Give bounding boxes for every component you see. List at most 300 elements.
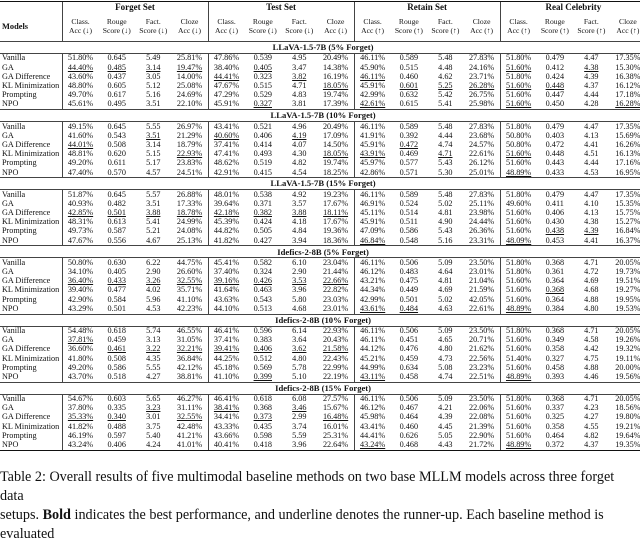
value-cell: 5.09 [438, 257, 453, 267]
value-cell: 4.39 [438, 413, 453, 422]
value-cell: 5.12 [146, 81, 161, 91]
value-cell: 51.60% [500, 413, 537, 422]
value-cell: 49.20% [62, 159, 99, 168]
value-cell: 4.48 [438, 63, 453, 72]
value-cell: 4.74 [438, 372, 453, 381]
value-cell: 50.80% [500, 141, 537, 150]
header-metric-row [0, 13, 640, 42]
value-cell: 49.15% [62, 122, 99, 132]
value-cell: 49.70% [62, 91, 99, 100]
value-cell: 26.12% [468, 158, 495, 168]
value-cell: 23.04% [322, 257, 349, 267]
metric-direction: Acc (↓) [69, 26, 92, 35]
header-group: Real Celebrity [500, 2, 640, 14]
value-cell: 18.79% [176, 140, 203, 149]
metric-name: Rouge [106, 17, 127, 27]
value-cell: 27.83% [468, 53, 495, 63]
value-cell: 0.484 [399, 304, 419, 313]
table-row [0, 63, 640, 72]
value-cell: 3.26 [146, 276, 161, 286]
value-cell: 48.09% [500, 236, 537, 246]
metric-direction: Acc (↑) [616, 26, 640, 35]
value-cell: 0.589 [399, 189, 419, 199]
value-cell: 14.50% [322, 140, 349, 149]
value-cell: 0.364 [545, 295, 565, 304]
value-cell: 43.24% [62, 441, 99, 451]
value-cell: 3.22 [146, 344, 161, 354]
model-name-cell: Vanilla [2, 394, 26, 404]
table-row [0, 441, 640, 451]
value-cell: 0.459 [107, 335, 126, 345]
value-cell: 5.16 [146, 90, 161, 100]
model-name-cell: GA [2, 199, 14, 208]
table-row [0, 54, 640, 64]
value-cell: 46.11% [354, 336, 391, 345]
metric-header [573, 13, 610, 42]
value-cell: 5.40 [146, 431, 161, 440]
value-cell: 43.66% [208, 431, 245, 440]
value-cell: 0.479 [545, 189, 565, 199]
value-cell: 24.57% [468, 140, 495, 149]
value-cell: 0.372 [537, 441, 574, 451]
value-cell: 4.41 [584, 236, 599, 245]
value-cell: 46.11% [354, 122, 391, 132]
value-cell: 42.05% [468, 295, 495, 304]
value-cell: 51.80% [500, 122, 537, 132]
value-cell: 0.358 [545, 422, 565, 431]
value-cell: 35.71% [176, 285, 203, 295]
value-cell: 0.406 [545, 208, 565, 218]
value-cell: 4.72 [584, 267, 599, 277]
metric-header [172, 13, 209, 42]
value-cell: 21.59% [468, 285, 495, 295]
value-cell: 3.62 [292, 344, 307, 354]
metric-direction: Acc (↓) [178, 26, 202, 35]
value-cell: 4.71 [292, 81, 307, 91]
value-cell: 4.47 [584, 121, 599, 131]
value-cell: 4.68 [292, 304, 307, 313]
value-cell: 19.64% [615, 431, 640, 440]
value-cell: 4.75 [584, 354, 599, 363]
metric-header [391, 13, 428, 42]
value-cell: 3.01 [146, 413, 161, 422]
value-cell: 4.39 [584, 227, 599, 236]
value-cell: 0.358 [545, 344, 565, 354]
value-cell: 17.33% [176, 199, 203, 208]
metric-name: Rouge [398, 17, 419, 27]
value-cell: 25.01% [468, 168, 495, 177]
value-cell: 6.14 [292, 326, 307, 335]
value-cell: 4.51 [584, 149, 599, 159]
value-cell: 4.71 [584, 394, 599, 404]
value-cell: 22.82% [322, 285, 349, 295]
value-cell: 0.327 [253, 99, 272, 109]
value-cell: 3.51 [146, 199, 161, 208]
caption-text-1: Overall results of five multimodal baseline methods on two base MLLM models across three forget data [0, 469, 615, 504]
value-cell: 37.81% [62, 336, 99, 345]
value-cell: 4.53 [146, 304, 161, 313]
value-cell: 38.40% [208, 63, 245, 72]
value-cell: 0.586 [107, 363, 126, 372]
value-cell: 3.53 [292, 276, 307, 286]
value-cell: 0.501 [399, 295, 419, 304]
value-cell: 15.69% [615, 131, 640, 140]
value-cell: 3.88 [146, 208, 161, 218]
value-cell: 4.39 [584, 72, 599, 81]
value-cell: 21.29% [176, 131, 203, 140]
value-cell: 0.556 [107, 236, 126, 245]
value-cell: 0.596 [253, 326, 272, 335]
value-cell: 51.80% [62, 54, 99, 64]
value-cell: 21.04% [468, 276, 495, 286]
value-cell: 42.18% [208, 209, 245, 218]
table-row [0, 100, 640, 110]
value-cell: 39.64% [208, 199, 245, 208]
value-cell: 4.02 [146, 285, 161, 295]
value-cell: 0.464 [545, 431, 565, 440]
value-cell: 0.538 [253, 189, 272, 199]
value-cell: 4.67 [146, 236, 161, 245]
value-cell: 0.447 [545, 90, 565, 100]
model-name-cell: Prompting [2, 363, 37, 372]
metric-name: Rouge [544, 17, 565, 27]
value-cell: 0.601 [399, 81, 419, 91]
value-cell: 0.340 [107, 413, 126, 422]
value-cell: 4.80 [584, 304, 599, 313]
value-cell: 31.05% [176, 335, 203, 345]
value-cell: 46.11% [354, 326, 391, 336]
model-name-cell: KL Minimization [2, 217, 60, 227]
value-cell: 0.634 [399, 363, 419, 372]
model-name-cell: KL Minimization [2, 354, 60, 363]
value-cell: 24.51% [176, 168, 203, 177]
table-row [0, 209, 640, 218]
table-row [0, 150, 640, 159]
value-cell: 26.75% [468, 90, 495, 100]
value-cell: 0.349 [545, 335, 565, 345]
value-cell: 0.645 [107, 189, 126, 199]
table-row [0, 372, 640, 382]
table-row [0, 295, 640, 304]
value-cell: 43.21% [354, 277, 391, 286]
value-cell: 0.630 [107, 257, 126, 267]
value-cell: 4.65 [438, 335, 453, 345]
value-cell: 42.99% [354, 295, 391, 304]
model-name-cell: GA [2, 267, 14, 277]
value-cell: 4.81 [438, 208, 453, 218]
value-cell: 51.80% [500, 72, 537, 81]
value-cell: 50.80% [62, 258, 99, 268]
value-cell: 4.82 [584, 431, 599, 440]
metric-header [208, 13, 245, 42]
value-cell: 16.19% [322, 72, 349, 81]
value-cell: 45.91% [354, 141, 391, 150]
value-cell: 5.08 [438, 363, 453, 372]
value-cell: 45.18% [208, 363, 245, 372]
value-cell: 0.368 [545, 257, 565, 267]
value-cell: 0.475 [399, 276, 419, 286]
value-cell: 0.323 [253, 72, 272, 81]
table-row [0, 394, 640, 404]
value-cell: 19.56% [615, 372, 640, 381]
value-cell: 0.418 [245, 441, 282, 451]
value-cell: 45.39% [208, 218, 245, 227]
section-header-row [0, 42, 640, 54]
value-cell: 0.433 [107, 276, 126, 286]
value-cell: 0.451 [399, 335, 419, 345]
value-cell: 0.468 [391, 441, 428, 451]
value-cell: 0.529 [253, 90, 272, 100]
value-cell: 42.12% [176, 363, 203, 372]
value-cell: 19.74% [322, 90, 349, 100]
metric-name: Rouge [252, 17, 273, 27]
value-cell: 0.645 [107, 53, 126, 63]
value-cell: 4.35 [146, 354, 161, 363]
value-cell: 4.64 [438, 267, 453, 277]
table-row [0, 354, 640, 363]
value-cell: 51.80% [500, 190, 537, 200]
value-cell: 46.11% [354, 394, 391, 404]
value-cell: 17.67% [322, 217, 349, 227]
value-cell: 45.91% [354, 82, 391, 91]
value-cell: 22.56% [468, 354, 495, 363]
value-cell: 43.24% [354, 441, 391, 451]
value-cell: 37.40% [208, 268, 245, 277]
model-name-cell: KL Minimization [2, 422, 60, 431]
metric-header [281, 13, 318, 42]
value-cell: 22.99% [322, 363, 349, 372]
value-cell: 4.54 [292, 168, 307, 177]
value-cell: 43.63% [208, 295, 245, 304]
value-cell: 48.89% [500, 372, 537, 382]
value-cell: 51.60% [500, 345, 537, 354]
value-cell: 3.51 [146, 131, 161, 140]
value-cell: 22.61% [468, 149, 495, 159]
value-cell: 51.40% [500, 354, 537, 363]
table-row [0, 159, 640, 168]
value-cell: 3.13 [146, 335, 161, 345]
value-cell: 4.23 [584, 403, 599, 413]
value-cell: 41.82% [208, 236, 245, 246]
metric-direction: Score (↓) [102, 26, 131, 35]
value-cell: 4.45 [438, 422, 453, 431]
metric-header [318, 13, 355, 42]
metric-header [245, 13, 282, 42]
value-cell: 0.506 [399, 326, 419, 335]
value-cell: 16.12% [615, 81, 640, 91]
value-cell: 4.92 [292, 189, 307, 199]
value-cell: 0.433 [545, 168, 565, 177]
value-cell: 4.41 [584, 140, 599, 149]
value-cell: 5.43 [438, 227, 453, 236]
value-cell: 36.40% [62, 277, 99, 286]
value-cell: 21.62% [468, 344, 495, 354]
value-cell: 15.30% [615, 63, 640, 72]
value-cell: 0.543 [107, 131, 126, 140]
value-cell: 46.11% [354, 258, 391, 268]
value-cell: 4.07 [292, 140, 307, 149]
value-cell: 4.71 [584, 257, 599, 267]
value-cell: 36.84% [176, 354, 203, 363]
value-cell: 6.08 [292, 394, 307, 404]
metric-direction: Score (↑) [394, 26, 423, 35]
value-cell: 39.40% [62, 286, 99, 295]
results-table [0, 1, 640, 451]
model-name-cell: GA [2, 131, 14, 140]
value-cell: 21.72% [464, 441, 501, 451]
value-cell: 16.01% [322, 422, 349, 431]
table-row [0, 236, 640, 246]
value-cell: 42.61% [354, 100, 391, 110]
value-cell: 0.479 [545, 121, 565, 131]
model-name-cell: GA Difference [2, 344, 51, 354]
value-cell: 43.60% [62, 72, 99, 81]
value-cell: 0.589 [399, 53, 419, 63]
value-cell: 15.67% [322, 403, 349, 413]
value-cell: 51.60% [500, 91, 537, 100]
table-row [0, 304, 640, 314]
value-cell: 20.49% [322, 121, 349, 131]
value-cell: 15.75% [615, 208, 640, 218]
value-cell: 0.460 [399, 422, 419, 431]
value-cell: 51.60% [500, 218, 537, 227]
value-cell: 0.405 [107, 267, 126, 277]
value-cell: 0.414 [253, 140, 272, 149]
value-cell: 0.587 [107, 227, 126, 236]
value-cell: 41.82% [62, 422, 99, 431]
section-header-row [0, 314, 640, 326]
metric-direction: Acc (↑) [361, 26, 385, 35]
value-cell: 46.12% [354, 404, 391, 413]
model-name-cell: GA Difference [2, 140, 51, 149]
caption-line-2 [0, 506, 640, 544]
value-cell: 0.467 [399, 403, 419, 413]
value-cell: 41.21% [176, 431, 203, 440]
value-cell: 0.460 [399, 72, 419, 81]
value-cell: 5.57 [146, 189, 161, 199]
value-cell: 0.426 [253, 276, 272, 286]
value-cell: 0.337 [545, 403, 565, 413]
value-cell: 0.515 [253, 81, 272, 91]
value-cell: 4.62 [438, 72, 453, 81]
value-cell: 48.80% [62, 82, 99, 91]
value-cell: 49.73% [62, 227, 99, 236]
value-cell: 18.25% [322, 168, 349, 177]
metric-direction: Score (↑) [577, 26, 606, 35]
value-cell: 22.93% [176, 149, 203, 159]
value-cell: 51.60% [500, 336, 537, 345]
value-cell: 4.38 [584, 217, 599, 227]
model-name-cell: Prompting [2, 158, 37, 168]
value-cell: 44.75% [176, 257, 203, 267]
value-cell: 17.16% [615, 158, 640, 168]
value-cell: 19.74% [322, 158, 349, 168]
value-cell: 5.43 [438, 158, 453, 168]
value-cell: 18.36% [322, 236, 349, 245]
value-cell: 0.571 [399, 168, 419, 177]
value-cell: 0.488 [107, 422, 126, 431]
value-cell: 4.69 [584, 276, 599, 286]
value-cell: 0.479 [545, 53, 565, 63]
value-cell: 0.399 [253, 372, 272, 381]
value-cell: 4.80 [438, 344, 453, 354]
value-cell: 4.63 [438, 304, 453, 313]
metric-name: Cloze [326, 17, 345, 27]
value-cell: 42.85% [62, 209, 99, 218]
value-cell: 5.41 [438, 99, 453, 109]
value-cell: 17.35% [615, 121, 640, 131]
header-group: Test Set [208, 2, 354, 14]
model-name-cell: Vanilla [2, 326, 26, 335]
value-cell: 37.41% [208, 336, 245, 345]
value-cell: 21.44% [322, 267, 349, 277]
value-cell: 5.48 [438, 53, 453, 63]
value-cell: 0.472 [545, 140, 565, 149]
value-cell: 0.618 [107, 326, 126, 335]
value-cell: 0.371 [253, 199, 272, 208]
value-cell: 5.30 [438, 168, 453, 177]
value-cell: 45.90% [354, 63, 391, 72]
value-cell: 0.437 [107, 72, 126, 81]
value-cell: 4.68 [584, 285, 599, 295]
value-cell: 3.94 [292, 236, 307, 245]
value-cell: 5.42 [438, 90, 453, 100]
value-cell: 0.368 [545, 326, 565, 335]
value-cell: 2.99 [292, 413, 307, 422]
model-name-cell: GA Difference [2, 413, 51, 422]
value-cell: 46.41% [208, 326, 245, 336]
metric-name: Fact. [583, 17, 599, 27]
value-cell: 0.582 [253, 257, 272, 267]
value-cell: 0.464 [399, 413, 419, 422]
model-name-cell: GA [2, 63, 14, 72]
value-cell: 4.44 [584, 158, 599, 168]
value-cell: 4.73 [438, 354, 453, 363]
table-row [0, 72, 640, 81]
value-cell: 48.31% [62, 218, 99, 227]
value-cell: 54.67% [62, 394, 99, 404]
value-cell: 47.40% [62, 168, 99, 178]
value-cell: 22.51% [468, 372, 495, 381]
header-group-row [0, 2, 640, 14]
metric-name: Fact. [291, 17, 307, 27]
table-row [0, 168, 640, 178]
value-cell: 27.83% [468, 121, 495, 131]
value-cell: 23.83% [176, 158, 203, 168]
value-cell: 51.60% [500, 295, 537, 304]
value-cell: 36.60% [62, 345, 99, 354]
caption-text-2a: setups. [0, 507, 40, 523]
value-cell: 3.88 [292, 208, 307, 218]
value-cell: 0.430 [545, 217, 565, 227]
value-cell: 0.412 [545, 63, 565, 72]
metric-name: Class. [217, 17, 236, 27]
value-cell: 5.25 [438, 81, 453, 91]
model-name-cell: GA Difference [2, 276, 51, 286]
value-cell: 19.47% [176, 63, 203, 72]
value-cell: 38.81% [176, 372, 203, 381]
value-cell: 18.05% [322, 149, 349, 159]
model-name-cell: NPO [2, 99, 19, 109]
value-cell: 51.60% [500, 431, 537, 440]
section-title: Idefics-2-8B (15% Forget) [0, 382, 640, 394]
value-cell: 22.06% [468, 403, 495, 413]
section-title: LLaVA-1.5-7B (15% Forget) [0, 178, 640, 190]
value-cell: 38.41% [208, 404, 245, 413]
value-cell: 0.511 [399, 217, 418, 227]
value-cell: 4.80 [292, 354, 307, 363]
value-cell: 43.29% [62, 304, 99, 314]
